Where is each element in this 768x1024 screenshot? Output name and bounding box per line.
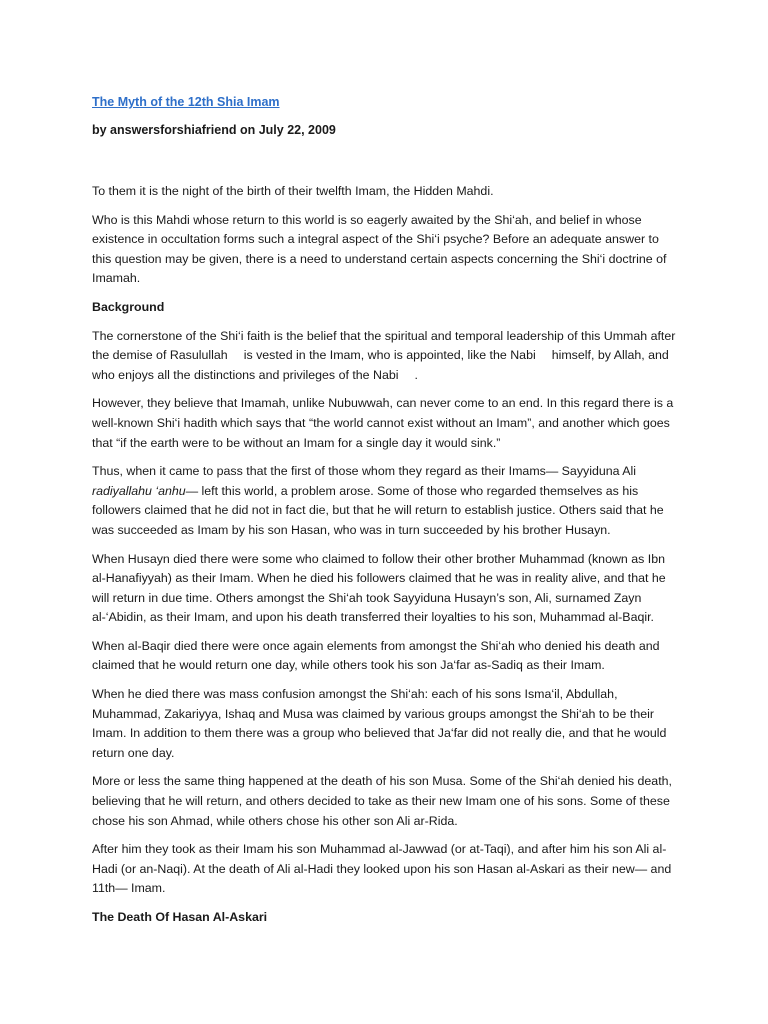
paragraph-5-honorific: radiyallahu ‘anhu — [92, 483, 186, 498]
paragraph-10: After him they took as their Imam his son Muhammad al-Jawwad (or at-Taqi), and after him his son Ali al-Hadi (or an-Naqi). At the death of Ali al-Hadi they looked upon his son Hasan al-Askari as their new— and 11th— Imam. — [92, 842, 672, 896]
section-heading-background: Background — [92, 299, 165, 314]
paragraph-7: When al-Baqir died there were once again elements from amongst the Shi‘ah who denied his death and claimed that he would return one day, while others took his son Ja‘far as-Sadiq as their Imam. — [92, 638, 660, 673]
paragraph-8: When he died there was mass confusion amongst the Shi‘ah: each of his sons Isma‘il, Abdullah, Muhammad, Zakariyya, Ishaq and Musa was claimed by various groups amongst the Shi‘ah to be their Imam. In addition to them there was a group who believed that Ja‘far did not really die, and that he would return one day. — [92, 687, 667, 760]
paragraph-3-part-a: The cornerstone of the Shi‘i faith is the belief that the spiritual and temporal leadership of this Ummah after the demise of Rasulullah — [92, 328, 676, 363]
paragraph-3 — [92, 327, 676, 386]
paragraph-3-part-b: is vested in the Imam, who is appointed, like the Nabi — [243, 348, 536, 363]
paragraph-9: More or less the same thing happened at the death of his son Musa. Some of the Shi‘ah denied his death, believing that he will return, and others decided to take as their new Imam one of his sons. Some of these chose his son Ahmad, while others chose his other son Ali ar-Rida. — [92, 774, 672, 828]
paragraph-2: Who is this Mahdi whose return to this world is so eagerly awaited by the Shi‘ah, and belief in whose existence in occultation forms such a integral aspect of the Shi‘i psyche? Before an adequate answer to this question may be given, there is a need to understand certain aspects concerning the Shi‘i doctrine of Imamah. — [92, 212, 667, 286]
paragraph-5-part-c: — left this world, a problem arose. Some of those who regarded themselves as his followers claimed that he did not in fact die, but that he will return to establish justice. Others said that he was succeeded as Imam by his son Hasan, who was in turn succeeded by his brother Husayn. — [92, 483, 664, 537]
paragraph-4: However, they believe that Imamah, unlike Nubuwwah, can never come to an end. In this regard there is a well-known Shi‘i hadith which says that “the world cannot exist without an Imam”, and another which goes that “if the earth were to be without an Imam for a single day it would sink.” — [92, 396, 674, 450]
article-byline: by answersforshiafriend on July 22, 2009 — [92, 123, 336, 137]
paragraph-1: To them it is the night of the birth of their twelfth Imam, the Hidden Mahdi. — [92, 184, 494, 198]
article-title-link[interactable]: The Myth of the 12th Shia Imam — [92, 95, 280, 109]
paragraph-3-part-d: . — [414, 367, 418, 382]
paragraph-6: When Husayn died there were some who claimed to follow their other brother Muhammad (known as Ibn al-Hanafiyyah) as their Imam. When he died his followers claimed that he was in reality alive, and that he will return in due time. Others amongst the Shi‘ah took Sayyiduna Husayn’s son, Ali, surnamed Zayn al-‘Abidin, as their Imam, and upon his death transferred their loyalties to his son, Muhammad al-Baqir. — [92, 551, 666, 625]
paragraph-5-part-a: Thus, when it came to pass that the first of those whom they regard as their Imams— Sayyiduna Ali — [92, 464, 637, 479]
paragraph-5 — [92, 462, 676, 540]
section-heading-death: The Death Of Hasan Al-Askari — [92, 910, 268, 924]
paragraph-3-part-c: himself, by Allah, and who enjoys all the distinctions and privileges of the Nabi — [92, 348, 669, 382]
